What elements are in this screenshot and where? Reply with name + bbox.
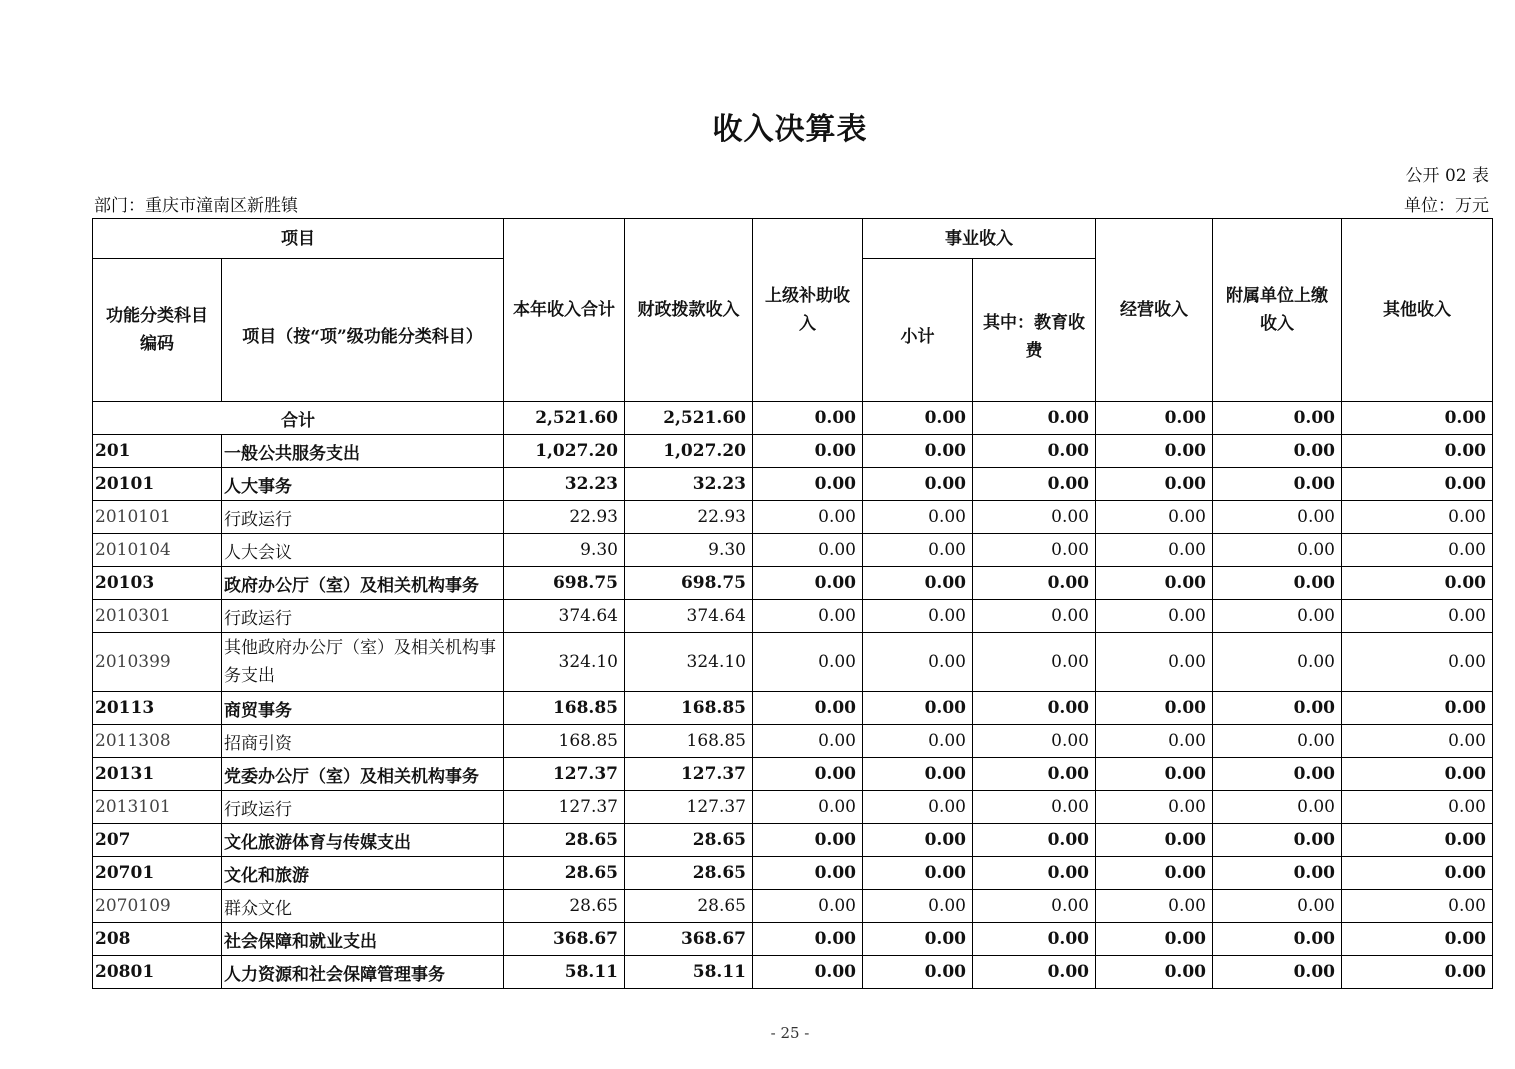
table-row [93, 633, 1493, 692]
total-cell: 0.00 [1213, 402, 1342, 435]
row-code: 2011308 [93, 725, 222, 758]
row-value-cell: 0.00 [973, 468, 1096, 501]
row-value-cell: 0.00 [1213, 435, 1342, 468]
header-other: 其他收入 [1342, 219, 1493, 402]
row-value-cell: 9.30 [504, 534, 625, 567]
row-value-cell: 168.85 [625, 692, 753, 725]
row-value-cell: 0.00 [1096, 567, 1213, 600]
row-code: 2010101 [93, 501, 222, 534]
row-value-cell: 374.64 [504, 600, 625, 633]
total-cell: 0.00 [753, 402, 863, 435]
row-value-cell: 0.00 [973, 791, 1096, 824]
row-value-cell: 28.65 [504, 824, 625, 857]
table-row [93, 890, 1493, 923]
table-row [93, 857, 1493, 890]
row-value-cell: 0.00 [1342, 923, 1493, 956]
row-value-cell: 28.65 [504, 890, 625, 923]
header-operating: 经营收入 [1096, 219, 1213, 402]
row-value-cell: 22.93 [504, 501, 625, 534]
header-affiliated: 附属单位上缴收入 [1213, 219, 1342, 402]
row-value-cell: 324.10 [504, 633, 625, 692]
table-row [93, 824, 1493, 857]
row-value-cell: 0.00 [753, 758, 863, 791]
row-value-cell: 0.00 [1213, 890, 1342, 923]
row-value-cell: 127.37 [625, 791, 753, 824]
header-code: 功能分类科目编码 [93, 259, 222, 402]
table-row [93, 956, 1493, 989]
row-value-cell: 0.00 [1213, 824, 1342, 857]
row-value-cell: 0.00 [1342, 633, 1493, 692]
header-business-group: 事业收入 [863, 219, 1096, 259]
row-value-cell: 0.00 [863, 567, 973, 600]
row-name: 商贸事务 [222, 692, 504, 725]
row-value-cell: 168.85 [504, 725, 625, 758]
row-code: 20131 [93, 758, 222, 791]
row-value-cell: 0.00 [973, 600, 1096, 633]
row-value-cell: 9.30 [625, 534, 753, 567]
row-value-cell: 0.00 [973, 692, 1096, 725]
row-value-cell: 168.85 [504, 692, 625, 725]
row-value-cell: 127.37 [625, 758, 753, 791]
row-value-cell: 0.00 [863, 857, 973, 890]
row-name: 群众文化 [222, 890, 504, 923]
row-value-cell: 0.00 [1342, 501, 1493, 534]
row-name: 人大会议 [222, 534, 504, 567]
row-value-cell: 368.67 [625, 923, 753, 956]
row-value-cell: 0.00 [863, 600, 973, 633]
table-row [93, 435, 1493, 468]
row-value-cell: 0.00 [1213, 692, 1342, 725]
row-value-cell: 0.00 [1342, 692, 1493, 725]
row-value-cell: 0.00 [753, 890, 863, 923]
row-value-cell: 28.65 [504, 857, 625, 890]
table-row [93, 468, 1493, 501]
row-value-cell: 0.00 [973, 633, 1096, 692]
row-value-cell: 374.64 [625, 600, 753, 633]
row-code: 20113 [93, 692, 222, 725]
row-value-cell: 0.00 [753, 633, 863, 692]
total-cell: 0.00 [1342, 402, 1493, 435]
row-name: 招商引资 [222, 725, 504, 758]
row-value-cell: 0.00 [863, 468, 973, 501]
row-value-cell: 28.65 [625, 857, 753, 890]
row-code: 2070109 [93, 890, 222, 923]
table-row [93, 600, 1493, 633]
row-value-cell: 0.00 [1342, 824, 1493, 857]
row-value-cell: 0.00 [1096, 435, 1213, 468]
row-value-cell: 0.00 [1096, 758, 1213, 791]
row-value-cell: 32.23 [625, 468, 753, 501]
row-value-cell: 0.00 [1342, 758, 1493, 791]
row-value-cell: 32.23 [504, 468, 625, 501]
table-row [93, 791, 1493, 824]
header-superior: 上级补助收入 [753, 219, 863, 402]
row-value-cell: 0.00 [753, 534, 863, 567]
table-body [93, 402, 1493, 989]
row-value-cell: 0.00 [1096, 857, 1213, 890]
row-value-cell: 168.85 [625, 725, 753, 758]
row-value-cell: 0.00 [1213, 633, 1342, 692]
row-value-cell: 0.00 [863, 791, 973, 824]
row-value-cell: 0.00 [1213, 791, 1342, 824]
table-number: 公开 02 表 [1405, 166, 1489, 186]
total-row [93, 402, 1493, 435]
total-cell: 0.00 [973, 402, 1096, 435]
row-name: 文化旅游体育与传媒支出 [222, 824, 504, 857]
table-row [93, 923, 1493, 956]
row-code: 207 [93, 824, 222, 857]
row-name: 行政运行 [222, 600, 504, 633]
row-value-cell: 0.00 [1213, 567, 1342, 600]
row-value-cell: 0.00 [1096, 534, 1213, 567]
row-value-cell: 368.67 [504, 923, 625, 956]
row-code: 208 [93, 923, 222, 956]
row-code: 20801 [93, 956, 222, 989]
row-value-cell: 0.00 [1213, 468, 1342, 501]
table-row [93, 534, 1493, 567]
row-value-cell: 0.00 [863, 824, 973, 857]
header-project-group: 项目 [93, 219, 504, 259]
row-name: 人大事务 [222, 468, 504, 501]
row-value-cell: 0.00 [1342, 890, 1493, 923]
row-value-cell: 0.00 [1342, 435, 1493, 468]
header-edu: 其中：教育收费 [973, 259, 1096, 402]
table-row [93, 725, 1493, 758]
row-code: 20701 [93, 857, 222, 890]
total-cell: 0.00 [1096, 402, 1213, 435]
row-value-cell: 0.00 [973, 824, 1096, 857]
row-value-cell: 0.00 [753, 501, 863, 534]
row-value-cell: 127.37 [504, 758, 625, 791]
row-value-cell: 0.00 [973, 857, 1096, 890]
row-value-cell: 0.00 [1096, 956, 1213, 989]
header-total: 本年收入合计 [504, 219, 625, 402]
row-value-cell: 0.00 [753, 857, 863, 890]
row-value-cell: 0.00 [1096, 692, 1213, 725]
row-value-cell: 58.11 [625, 956, 753, 989]
row-value-cell: 0.00 [1096, 600, 1213, 633]
table-row [93, 501, 1493, 534]
row-value-cell: 0.00 [753, 923, 863, 956]
row-value-cell: 0.00 [1342, 725, 1493, 758]
row-value-cell: 0.00 [1096, 725, 1213, 758]
row-value-cell: 0.00 [973, 923, 1096, 956]
row-value-cell: 0.00 [1342, 468, 1493, 501]
row-value-cell: 0.00 [1213, 923, 1342, 956]
row-value-cell: 0.00 [1096, 501, 1213, 534]
row-value-cell: 0.00 [973, 890, 1096, 923]
row-name: 社会保障和就业支出 [222, 923, 504, 956]
row-name: 文化和旅游 [222, 857, 504, 890]
row-value-cell: 0.00 [863, 758, 973, 791]
row-value-cell: 0.00 [863, 692, 973, 725]
header-name: 项目（按“项”级功能分类科目） [222, 259, 504, 402]
row-value-cell: 0.00 [753, 468, 863, 501]
row-value-cell: 698.75 [625, 567, 753, 600]
row-value-cell: 0.00 [1342, 857, 1493, 890]
row-value-cell: 0.00 [1096, 923, 1213, 956]
row-value-cell: 0.00 [973, 725, 1096, 758]
header-fiscal: 财政拨款收入 [625, 219, 753, 402]
total-cell: 2,521.60 [625, 402, 753, 435]
total-cell: 2,521.60 [504, 402, 625, 435]
row-value-cell: 0.00 [863, 534, 973, 567]
row-value-cell: 0.00 [753, 600, 863, 633]
row-value-cell: 1,027.20 [625, 435, 753, 468]
row-value-cell: 0.00 [753, 435, 863, 468]
row-value-cell: 0.00 [863, 725, 973, 758]
row-value-cell: 0.00 [753, 956, 863, 989]
row-value-cell: 0.00 [1342, 534, 1493, 567]
row-code: 2010301 [93, 600, 222, 633]
table-row [93, 758, 1493, 791]
row-value-cell: 0.00 [753, 567, 863, 600]
row-value-cell: 58.11 [504, 956, 625, 989]
row-value-cell: 0.00 [863, 890, 973, 923]
row-value-cell: 0.00 [973, 758, 1096, 791]
row-value-cell: 0.00 [1213, 600, 1342, 633]
row-value-cell: 0.00 [1342, 600, 1493, 633]
row-value-cell: 0.00 [1096, 791, 1213, 824]
row-value-cell: 0.00 [753, 692, 863, 725]
row-value-cell: 0.00 [973, 956, 1096, 989]
row-name: 行政运行 [222, 791, 504, 824]
department-label: 部门：重庆市潼南区新胜镇 [94, 196, 298, 216]
row-value-cell: 22.93 [625, 501, 753, 534]
header-subtotal: 小计 [863, 259, 973, 402]
row-value-cell: 1,027.20 [504, 435, 625, 468]
row-value-cell: 0.00 [753, 824, 863, 857]
unit-label: 单位：万元 [1404, 196, 1489, 216]
row-value-cell: 0.00 [1213, 501, 1342, 534]
row-value-cell: 0.00 [753, 791, 863, 824]
row-value-cell: 0.00 [753, 725, 863, 758]
row-code: 20101 [93, 468, 222, 501]
row-name: 政府办公厅（室）及相关机构事务 [222, 567, 504, 600]
row-code: 2010399 [93, 633, 222, 692]
row-value-cell: 0.00 [1213, 725, 1342, 758]
document-title: 收入决算表 [712, 112, 868, 147]
row-value-cell: 0.00 [863, 923, 973, 956]
row-value-cell: 0.00 [1096, 468, 1213, 501]
row-name: 一般公共服务支出 [222, 435, 504, 468]
row-value-cell: 0.00 [1213, 956, 1342, 989]
row-value-cell: 0.00 [1213, 857, 1342, 890]
row-value-cell: 0.00 [1096, 633, 1213, 692]
row-value-cell: 28.65 [625, 824, 753, 857]
row-name: 人力资源和社会保障管理事务 [222, 956, 504, 989]
row-value-cell: 0.00 [973, 501, 1096, 534]
row-value-cell: 0.00 [1342, 956, 1493, 989]
table-row [93, 567, 1493, 600]
table-row [93, 692, 1493, 725]
row-code: 2013101 [93, 791, 222, 824]
row-value-cell: 324.10 [625, 633, 753, 692]
row-code: 201 [93, 435, 222, 468]
row-value-cell: 0.00 [1096, 890, 1213, 923]
row-value-cell: 0.00 [863, 501, 973, 534]
row-value-cell: 0.00 [1342, 567, 1493, 600]
row-name: 党委办公厅（室）及相关机构事务 [222, 758, 504, 791]
row-name: 行政运行 [222, 501, 504, 534]
row-name: 其他政府办公厅（室）及相关机构事务支出 [222, 633, 504, 692]
income-table [92, 218, 1493, 989]
row-value-cell: 0.00 [973, 567, 1096, 600]
total-cell: 0.00 [863, 402, 973, 435]
row-value-cell: 0.00 [863, 435, 973, 468]
row-value-cell: 0.00 [863, 956, 973, 989]
row-value-cell: 0.00 [1213, 534, 1342, 567]
row-value-cell: 0.00 [863, 633, 973, 692]
page-number: - 25 - [770, 1024, 810, 1042]
row-value-cell: 0.00 [1342, 791, 1493, 824]
row-value-cell: 698.75 [504, 567, 625, 600]
row-value-cell: 0.00 [1213, 758, 1342, 791]
row-value-cell: 28.65 [625, 890, 753, 923]
row-value-cell: 0.00 [973, 435, 1096, 468]
row-value-cell: 127.37 [504, 791, 625, 824]
total-label: 合计 [93, 402, 504, 435]
row-value-cell: 0.00 [973, 534, 1096, 567]
row-code: 20103 [93, 567, 222, 600]
row-value-cell: 0.00 [1096, 824, 1213, 857]
row-code: 2010104 [93, 534, 222, 567]
